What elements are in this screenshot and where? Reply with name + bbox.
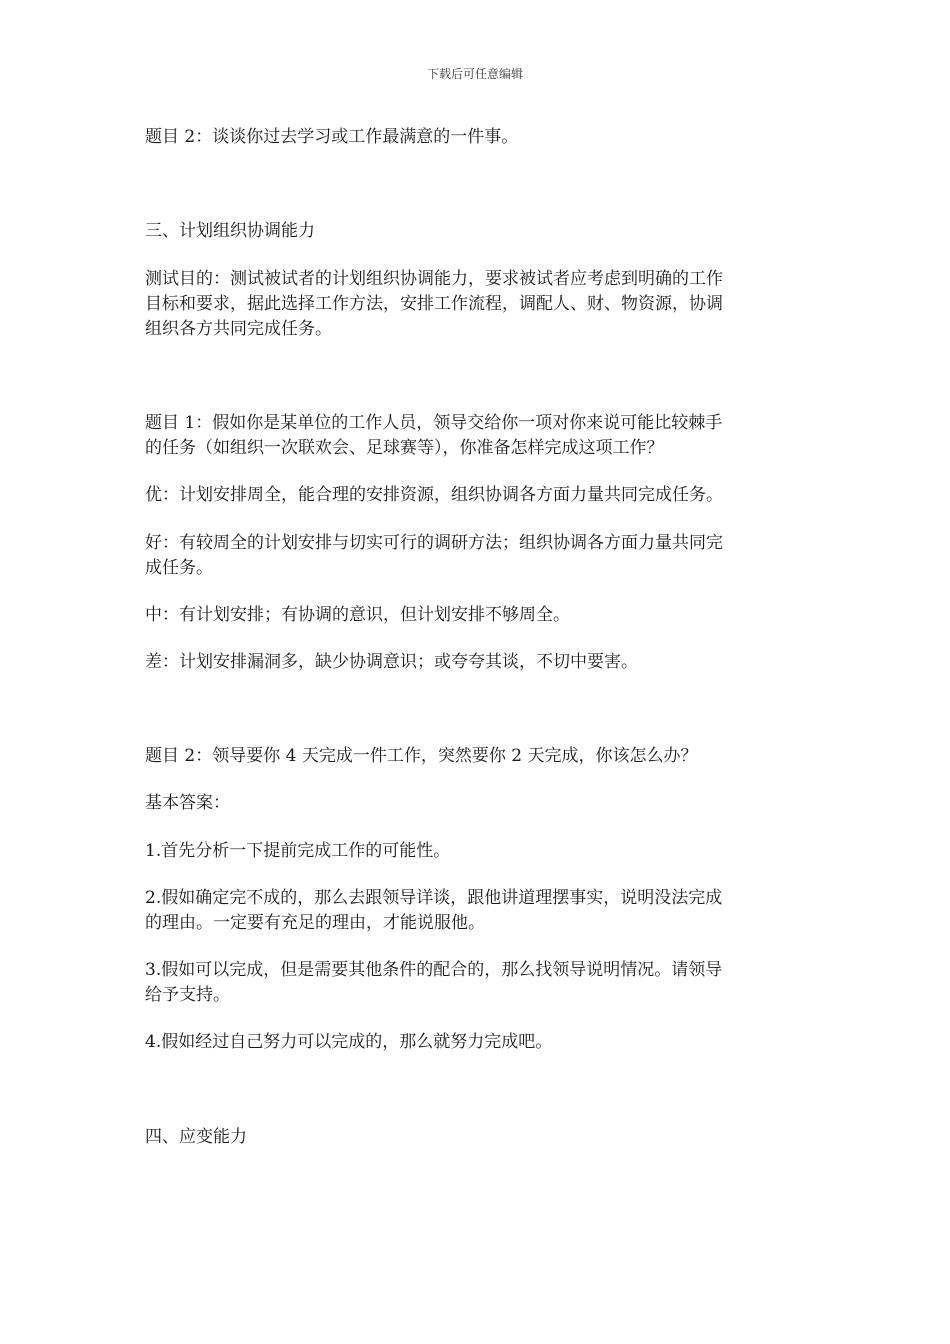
- section-3-purpose-line-1: 测试目的：测试被试者的计划组织协调能力，要求被试者应考虑到明确的工作: [145, 269, 723, 289]
- section-4-title: 四、应变能力: [145, 1127, 247, 1147]
- grade-excellent: 优：计划安排周全，能合理的安排资源，组织协调各方面力量共同完成任务。: [145, 485, 723, 505]
- section-3-title: 三、计划组织协调能力: [145, 221, 315, 241]
- basic-answer-label: 基本答案：: [145, 793, 230, 813]
- section-3-purpose-line-3: 组织各方共同完成任务。: [145, 319, 332, 339]
- question-2-previous: 题目 2：谈谈你过去学习或工作最满意的一件事。: [145, 127, 519, 147]
- answer-3-line-1: 3.假如可以完成，但是需要其他条件的配合的，那么找领导说明情况。请领导: [145, 960, 723, 980]
- grade-good-line-2: 成任务。: [145, 558, 213, 578]
- answer-1: 1.首先分析一下提前完成工作的可能性。: [145, 841, 451, 861]
- question-1-line-1: 题目 1：假如你是某单位的工作人员，领导交给你一项对你来说可能比较棘手: [145, 413, 723, 433]
- answer-3-line-2: 给予支持。: [145, 985, 230, 1005]
- page-header: 下载后可任意编辑: [426, 67, 523, 81]
- question-2: 题目 2：领导要你 4 天完成一件工作，突然要你 2 天完成，你该怎么办？: [145, 746, 698, 766]
- answer-4: 4.假如经过自己努力可以完成的，那么就努力完成吧。: [145, 1032, 553, 1052]
- grade-poor: 差：计划安排漏洞多，缺少协调意识；或夸夸其谈，不切中要害。: [145, 652, 638, 672]
- answer-2-line-2: 的理由。一定要有充足的理由，才能说服他。: [145, 913, 485, 933]
- section-3-purpose-line-2: 目标和要求，据此选择工作方法，安排工作流程，调配人、财、物资源，协调: [145, 294, 723, 314]
- answer-2-line-1: 2.假如确定完不成的，那么去跟领导详谈，跟他讲道理摆事实，说明没法完成: [145, 888, 723, 908]
- grade-average: 中：有计划安排；有协调的意识，但计划安排不够周全。: [145, 605, 570, 625]
- question-1-line-2: 的任务（如组织一次联欢会、足球赛等），你准备怎样完成这项工作？: [145, 438, 664, 458]
- grade-good-line-1: 好：有较周全的计划安排与切实可行的调研方法；组织协调各方面力量共同完: [145, 533, 723, 553]
